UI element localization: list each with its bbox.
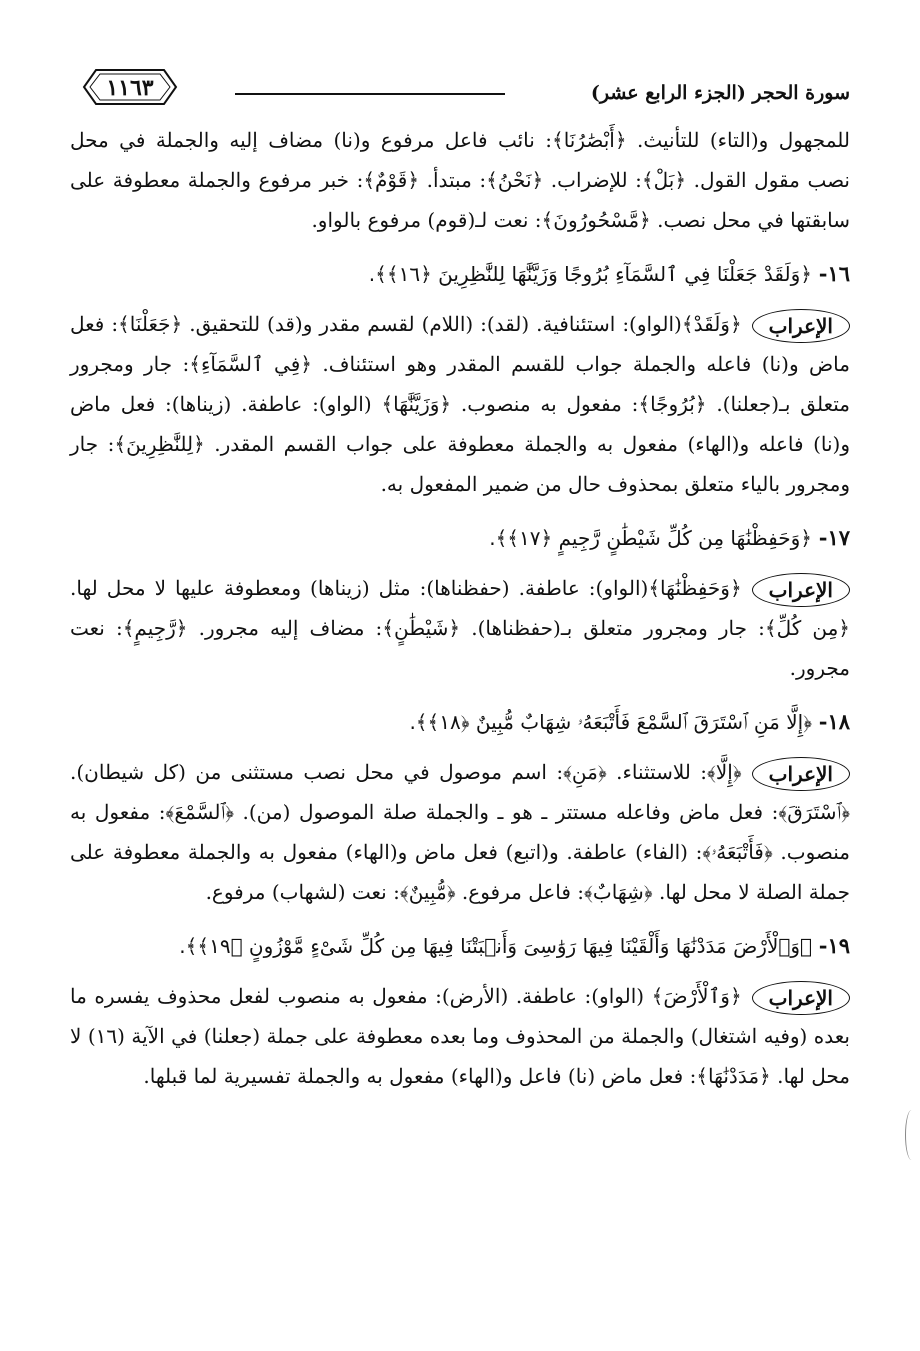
verse-text: ﴿إِلَّا مَنِ ٱسْتَرَقَ ٱلسَّمْعَ فَأَتْبَعَهُۥ شِهَابٌ مُّبِينٌ ﴿١٨﴾﴾. <box>409 710 813 734</box>
verse-17 <box>70 518 850 558</box>
irab-label: الإعراب <box>752 981 850 1015</box>
verse-18 <box>70 702 850 742</box>
irab-block-19 <box>70 976 850 1096</box>
page-header <box>70 60 850 120</box>
page-edge-mark <box>905 1110 918 1160</box>
verse-number: ١٧- <box>818 525 850 550</box>
irab-text: ﴿وَٱلْأَرْضَ﴾ (الواو): عاطفة. (الأرض): مفعول به منصوب لفعل محذوف يفسره ما بعده (وفيه اشتغال) والجملة من المحذوف وما بعده معطوفة على جملة (جعلنا) في الآية (١٦) لا محل لها. ﴿مَدَدْنَٰهَا﴾: فعل ماض (نا) فاعل و(الهاء) مفعول به والجملة تفسيرية لما قبلها. <box>70 984 850 1088</box>
verse-text: ﴿وَحَفِظْنَٰهَا مِن كُلِّ شَيْطَٰنٍ رَّجِيمٍ ﴿١٧﴾﴾. <box>489 526 813 550</box>
page-content <box>70 60 850 1102</box>
irab-text: ﴿وَحَفِظْنَٰهَا﴾(الواو): عاطفة. (حفظناها): مثل (زيناها) ومعطوفة عليها لا محل لها. ﴿مِن كُلِّ﴾: جار ومجرور متعلق بـ(حفظناها). ﴿شَيْطَٰنٍ﴾: مضاف إليه مجرور. ﴿رَّجِيمٍ﴾: نعت مجرور. <box>70 576 850 680</box>
irab-block-17 <box>70 568 850 688</box>
irab-paragraph <box>70 976 850 1096</box>
verse-number: ١٩- <box>818 933 850 958</box>
verse-text: ﴿وَٱلْأَرْضَ مَدَدْنَٰهَا وَأَلْقَيْنَا فِيهَا رَوَٰسِىَ وَأَنۢبَتْنَا فِيهَا مِن كُلِّ شَىْءٍ مَّوْزُونٍ ﴿١٩﴾﴾. <box>179 934 813 958</box>
irab-label: الإعراب <box>752 757 850 791</box>
irab-text: ﴿وَلَقَدْ﴾(الواو): استئنافية. (لقد): (اللام) لقسم مقدر و(قد) للتحقيق. ﴿جَعَلْنَا﴾: فعل ماض و(نا) فاعله والجملة جواب للقسم المقدر وهو استئناف. ﴿فِي ٱلسَّمَآءِ﴾: جار ومجرور متعلق بـ(جعلنا). ﴿بُرُوجًا﴾: مفعول به منصوب. ﴿وَزَيَّنَّٰهَا﴾ (الواو): عاطفة. (زيناها): فعل ماض و(نا) فاعله و(الهاء) مفعول به والجملة معطوفة على جواب القسم المقدر. ﴿لِلنَّٰظِرِينَ﴾: جار ومجرور بالياء متعلق بمحذوف حال من ضمير المفعول به. <box>70 312 850 496</box>
irab-label: الإعراب <box>752 573 850 607</box>
irab-text: ﴿إِلَّا﴾: للاستثناء. ﴿مَنِ﴾: اسم موصول في محل نصب مستثنى من (كل شيطان). ﴿ٱسْتَرَقَ﴾: فعل ماض وفاعله مستتر ـ هو ـ والجملة صلة الموصول (من). ﴿ٱلسَّمْعَ﴾: مفعول به منصوب. ﴿فَأَتْبَعَهُۥ﴾: (الفاء) عاطفة. و(اتبع) فعل ماض و(الهاء) مفعول به والجملة معطوفة على جملة الصلة لا محل لها. ﴿شِهَابٌ﴾: فاعل مرفوع. ﴿مُّبِينٌ﴾: نعت (لشهاب) مرفوع. <box>70 760 850 904</box>
irab-paragraph <box>70 568 850 688</box>
page-number: ١١٦٣ <box>106 75 154 101</box>
page-number-frame <box>82 66 178 108</box>
irab-paragraph <box>70 752 850 912</box>
verse-19 <box>70 926 850 966</box>
intro-paragraph: للمجهول و(التاء) للتأنيث. ﴿أَبْصَٰرُنَا﴾: نائب فاعل مرفوع و(نا) مضاف إليه والجملة في محل نصب مقول القول. ﴿بَلْ﴾: للإضراب. ﴿نَحْنُ﴾: مبتدأ. ﴿قَوْمٌ﴾: خبر مرفوع والجملة معطوفة على سابقتها في محل نصب. ﴿مَّسْحُورُونَ﴾: نعت لـ(قوم) مرفوع بالواو. <box>70 128 850 232</box>
irab-label: الإعراب <box>752 309 850 343</box>
irab-paragraph <box>70 304 850 504</box>
verse-number: ١٨- <box>818 709 850 734</box>
header-title: سورة الحجر (الجزء الرابع عشر) <box>590 82 850 104</box>
verse-text: ﴿وَلَقَدْ جَعَلْنَا فِي ٱلسَّمَآءِ بُرُوجًا وَزَيَّنَّٰهَا لِلنَّٰظِرِينَ ﴿١٦﴾﴾. <box>368 262 813 286</box>
verse-16 <box>70 254 850 294</box>
header-rule <box>235 93 505 95</box>
verse-number: ١٦- <box>818 261 850 286</box>
irab-block-16 <box>70 304 850 504</box>
irab-block-18 <box>70 752 850 912</box>
